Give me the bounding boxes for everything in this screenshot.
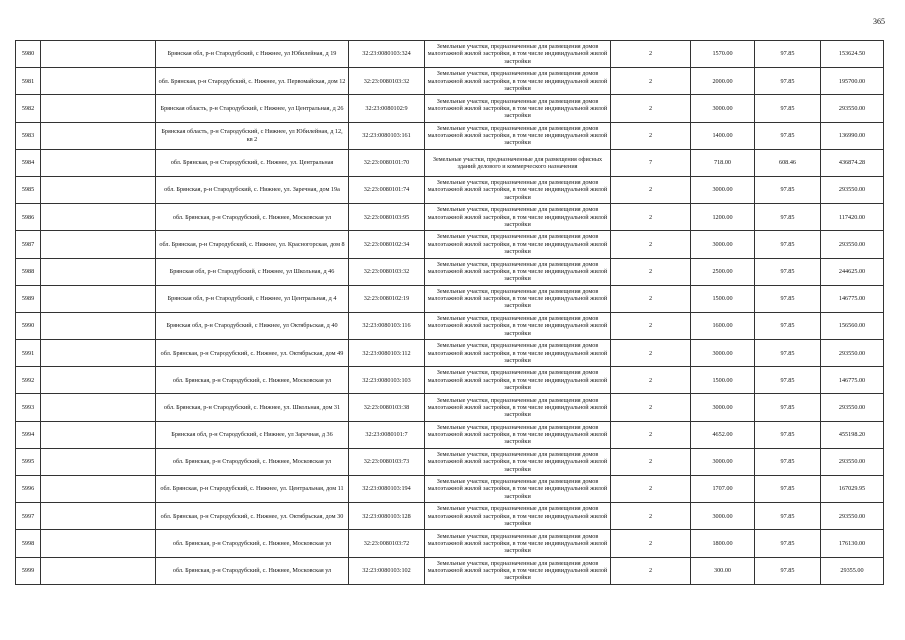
land-use-cell: Земельные участки, предназначенные для размещения домов малоэтажной жилой застройки, в том числе индивидуальной жилой застройки: [425, 258, 611, 285]
blank-cell: [41, 176, 156, 203]
table-row: [16, 448, 884, 475]
row-number: 5991: [16, 340, 41, 367]
area-cell: 1500.00: [691, 285, 755, 312]
area-cell: 1400.00: [691, 122, 755, 149]
row-number: 5992: [16, 367, 41, 394]
address-cell: Брянская обл, р-н Стародубский, с Нижнее, ул Школьная, д 46: [156, 258, 349, 285]
address-cell: обл. Брянская, р-н Стародубский, с. Нижнее, ул. Заречная, дом 19а: [156, 176, 349, 203]
blank-cell: [41, 503, 156, 530]
table-row: [16, 176, 884, 203]
cadastral-value-cell: 293550.00: [821, 176, 884, 203]
row-number: 5984: [16, 149, 41, 176]
land-use-cell: Земельные участки, предназначенные для размещения домов малоэтажной жилой застройки, в том числе индивидуальной жилой застройки: [425, 285, 611, 312]
area-cell: 1600.00: [691, 312, 755, 339]
row-number: 5999: [16, 557, 41, 584]
row-number: 5987: [16, 231, 41, 258]
cadastral-number-cell: 32:23:0080103:128: [349, 503, 425, 530]
specific-value-cell: 97.85: [755, 285, 821, 312]
group-cell: 2: [611, 68, 691, 95]
land-use-cell: Земельные участки, предназначенные для размещения домов малоэтажной жилой застройки, в том числе индивидуальной жилой застройки: [425, 176, 611, 203]
blank-cell: [41, 476, 156, 503]
cadastral-number-cell: 32:23:0080103:95: [349, 204, 425, 231]
address-cell: обл. Брянская, р-н Стародубский, с. Нижнее, ул. Центральная: [156, 149, 349, 176]
group-cell: 2: [611, 285, 691, 312]
row-number: 5989: [16, 285, 41, 312]
blank-cell: [41, 68, 156, 95]
table-row: [16, 122, 884, 149]
table-row: [16, 149, 884, 176]
address-cell: обл. Брянская, р-н Стародубский, с. Нижнее, ул. Школьная, дом 31: [156, 394, 349, 421]
cadastral-value-cell: 167029.95: [821, 476, 884, 503]
land-use-cell: Земельные участки, предназначенные для размещения домов малоэтажной жилой застройки, в том числе индивидуальной жилой застройки: [425, 557, 611, 584]
specific-value-cell: 97.85: [755, 448, 821, 475]
row-number: 5995: [16, 448, 41, 475]
land-use-cell: Земельные участки, предназначенные для размещения домов малоэтажной жилой застройки, в том числе индивидуальной жилой застройки: [425, 367, 611, 394]
group-cell: 2: [611, 557, 691, 584]
table-row: [16, 231, 884, 258]
row-number: 5993: [16, 394, 41, 421]
land-use-cell: Земельные участки, предназначенные для размещения домов малоэтажной жилой застройки, в том числе индивидуальной жилой застройки: [425, 340, 611, 367]
table-row: [16, 394, 884, 421]
cadastral-number-cell: 32:23:0080103:73: [349, 448, 425, 475]
address-cell: обл. Брянская, р-н Стародубский, с. Нижнее, ул. Октябрьская, дом 30: [156, 503, 349, 530]
cadastral-number-cell: 32:23:0080103:38: [349, 394, 425, 421]
cadastral-number-cell: 32:23:0080103:32: [349, 258, 425, 285]
area-cell: 300.00: [691, 557, 755, 584]
group-cell: 2: [611, 421, 691, 448]
address-cell: Брянская обл, р-н Стародубский, с Нижнее, ул Заречная, д 36: [156, 421, 349, 448]
specific-value-cell: 97.85: [755, 176, 821, 203]
cadastral-value-cell: 176130.00: [821, 530, 884, 557]
table-row: [16, 530, 884, 557]
specific-value-cell: 97.85: [755, 421, 821, 448]
table-row: [16, 95, 884, 122]
cadastral-number-cell: 32:23:0080103:161: [349, 122, 425, 149]
area-cell: 3000.00: [691, 95, 755, 122]
cadastral-value-cell: 293550.00: [821, 503, 884, 530]
table-row: [16, 285, 884, 312]
cadastral-number-cell: 32:23:0080103:102: [349, 557, 425, 584]
row-number: 5983: [16, 122, 41, 149]
specific-value-cell: 97.85: [755, 258, 821, 285]
table-row: [16, 421, 884, 448]
specific-value-cell: 97.85: [755, 122, 821, 149]
land-use-cell: Земельные участки, предназначенные для размещения домов малоэтажной жилой застройки, в том числе индивидуальной жилой застройки: [425, 448, 611, 475]
area-cell: 4652.00: [691, 421, 755, 448]
address-cell: обл. Брянская, р-н Стародубский, с. Нижнее, Московская ул: [156, 367, 349, 394]
blank-cell: [41, 285, 156, 312]
blank-cell: [41, 312, 156, 339]
cadastral-number-cell: 32:23:0080102:34: [349, 231, 425, 258]
cadastral-number-cell: 32:23:0080101:70: [349, 149, 425, 176]
cadastral-value-cell: 436874.28: [821, 149, 884, 176]
address-cell: обл. Брянская, р-н Стародубский, с. Нижнее, ул. Красногорская, дом 8: [156, 231, 349, 258]
address-cell: обл. Брянская, р-н Стародубский, с. Нижнее, ул. Центральная, дом 11: [156, 476, 349, 503]
group-cell: 2: [611, 340, 691, 367]
table-row: [16, 476, 884, 503]
land-use-cell: Земельные участки, предназначенные для размещения домов малоэтажной жилой застройки, в том числе индивидуальной жилой застройки: [425, 530, 611, 557]
blank-cell: [41, 122, 156, 149]
group-cell: 2: [611, 367, 691, 394]
blank-cell: [41, 41, 156, 68]
land-use-cell: Земельные участки, предназначенные для размещения домов малоэтажной жилой застройки, в том числе индивидуальной жилой застройки: [425, 95, 611, 122]
blank-cell: [41, 258, 156, 285]
specific-value-cell: 97.85: [755, 340, 821, 367]
cadastral-number-cell: 32:23:0080102:19: [349, 285, 425, 312]
group-cell: 2: [611, 231, 691, 258]
specific-value-cell: 97.85: [755, 312, 821, 339]
cadastral-value-cell: 244625.00: [821, 258, 884, 285]
address-cell: Брянская обл, р-н Стародубский, с Нижнее, ул Октябрьская, д 40: [156, 312, 349, 339]
blank-cell: [41, 557, 156, 584]
cadastral-number-cell: 32:23:0080101:7: [349, 421, 425, 448]
group-cell: 7: [611, 149, 691, 176]
row-number: 5996: [16, 476, 41, 503]
group-cell: 2: [611, 448, 691, 475]
cadastral-number-cell: 32:23:0080103:72: [349, 530, 425, 557]
land-registry-table: [15, 40, 884, 585]
area-cell: 1570.00: [691, 41, 755, 68]
table-row: [16, 258, 884, 285]
area-cell: 1707.00: [691, 476, 755, 503]
area-cell: 718.00: [691, 149, 755, 176]
table-row: [16, 204, 884, 231]
row-number: 5986: [16, 204, 41, 231]
address-cell: обл. Брянская, р-н Стародубский, с. Нижнее, ул. Октябрьская, дом 49: [156, 340, 349, 367]
table-row: [16, 367, 884, 394]
cadastral-number-cell: 32:23:0080101:74: [349, 176, 425, 203]
row-number: 5990: [16, 312, 41, 339]
address-cell: Брянская обл, р-н Стародубский, с Нижнее, ул Юбилейная, д 19: [156, 41, 349, 68]
land-use-cell: Земельные участки, предназначенные для размещения домов малоэтажной жилой застройки, в том числе индивидуальной жилой застройки: [425, 204, 611, 231]
cadastral-number-cell: 32:23:0080103:194: [349, 476, 425, 503]
blank-cell: [41, 340, 156, 367]
cadastral-value-cell: 117420.00: [821, 204, 884, 231]
group-cell: 2: [611, 530, 691, 557]
area-cell: 3000.00: [691, 503, 755, 530]
area-cell: 3000.00: [691, 231, 755, 258]
area-cell: 3000.00: [691, 176, 755, 203]
specific-value-cell: 97.85: [755, 557, 821, 584]
land-use-cell: Земельные участки, предназначенные для размещения домов малоэтажной жилой застройки, в том числе индивидуальной жилой застройки: [425, 421, 611, 448]
specific-value-cell: 97.85: [755, 367, 821, 394]
cadastral-number-cell: 32:23:0080103:116: [349, 312, 425, 339]
specific-value-cell: 97.85: [755, 95, 821, 122]
blank-cell: [41, 367, 156, 394]
area-cell: 1800.00: [691, 530, 755, 557]
blank-cell: [41, 394, 156, 421]
specific-value-cell: 97.85: [755, 68, 821, 95]
blank-cell: [41, 421, 156, 448]
group-cell: 2: [611, 122, 691, 149]
cadastral-value-cell: 156560.00: [821, 312, 884, 339]
land-use-cell: Земельные участки, предназначенные для размещения домов малоэтажной жилой застройки, в том числе индивидуальной жилой застройки: [425, 503, 611, 530]
address-cell: обл. Брянская, р-н Стародубский, с. Нижнее, ул. Первомайская, дом 12: [156, 68, 349, 95]
cadastral-number-cell: 32:23:0080103:324: [349, 41, 425, 68]
specific-value-cell: 97.85: [755, 503, 821, 530]
table-row: [16, 557, 884, 584]
table-row: [16, 312, 884, 339]
specific-value-cell: 97.85: [755, 476, 821, 503]
group-cell: 2: [611, 312, 691, 339]
cadastral-value-cell: 153624.50: [821, 41, 884, 68]
land-use-cell: Земельные участки, предназначенные для размещения офисных зданий делового и коммерческого назначения: [425, 149, 611, 176]
address-cell: Брянская обл, р-н Стародубский, с Нижнее, ул Центральная, д 4: [156, 285, 349, 312]
group-cell: 2: [611, 476, 691, 503]
blank-cell: [41, 231, 156, 258]
specific-value-cell: 97.85: [755, 231, 821, 258]
land-use-cell: Земельные участки, предназначенные для размещения домов малоэтажной жилой застройки, в том числе индивидуальной жилой застройки: [425, 68, 611, 95]
blank-cell: [41, 149, 156, 176]
specific-value-cell: 97.85: [755, 394, 821, 421]
row-number: 5988: [16, 258, 41, 285]
cadastral-number-cell: 32:23:0080103:32: [349, 68, 425, 95]
address-cell: обл. Брянская, р-н Стародубский, с. Нижнее, Московская ул: [156, 530, 349, 557]
cadastral-value-cell: 146775.00: [821, 285, 884, 312]
group-cell: 2: [611, 503, 691, 530]
address-cell: Брянская область, р-н Стародубский, с Нижнее, ул Юбилейная, д 12, кв 2: [156, 122, 349, 149]
cadastral-number-cell: 32:23:0080102:9: [349, 95, 425, 122]
land-use-cell: Земельные участки, предназначенные для размещения домов малоэтажной жилой застройки, в том числе индивидуальной жилой застройки: [425, 476, 611, 503]
row-number: 5994: [16, 421, 41, 448]
address-cell: обл. Брянская, р-н Стародубский, с. Нижнее, Московская ул: [156, 557, 349, 584]
blank-cell: [41, 448, 156, 475]
cadastral-number-cell: 32:23:0080103:103: [349, 367, 425, 394]
group-cell: 2: [611, 176, 691, 203]
row-number: 5981: [16, 68, 41, 95]
area-cell: 2500.00: [691, 258, 755, 285]
cadastral-value-cell: 293550.00: [821, 340, 884, 367]
row-number: 5985: [16, 176, 41, 203]
cadastral-value-cell: 293550.00: [821, 231, 884, 258]
table-row: [16, 340, 884, 367]
specific-value-cell: 97.85: [755, 530, 821, 557]
area-cell: 1200.00: [691, 204, 755, 231]
land-use-cell: Земельные участки, предназначенные для размещения домов малоэтажной жилой застройки, в том числе индивидуальной жилой застройки: [425, 122, 611, 149]
cadastral-value-cell: 136990.00: [821, 122, 884, 149]
table-row: [16, 503, 884, 530]
specific-value-cell: 97.85: [755, 41, 821, 68]
area-cell: 2000.00: [691, 68, 755, 95]
table-body: [16, 41, 884, 585]
area-cell: 3000.00: [691, 448, 755, 475]
group-cell: 2: [611, 95, 691, 122]
row-number: 5980: [16, 41, 41, 68]
area-cell: 1500.00: [691, 367, 755, 394]
area-cell: 3000.00: [691, 340, 755, 367]
group-cell: 2: [611, 258, 691, 285]
cadastral-value-cell: 195700.00: [821, 68, 884, 95]
blank-cell: [41, 530, 156, 557]
row-number: 5982: [16, 95, 41, 122]
address-cell: обл. Брянская, р-н Стародубский, с. Нижнее, Московская ул: [156, 448, 349, 475]
row-number: 5998: [16, 530, 41, 557]
group-cell: 2: [611, 394, 691, 421]
cadastral-value-cell: 293550.00: [821, 95, 884, 122]
land-use-cell: Земельные участки, предназначенные для размещения домов малоэтажной жилой застройки, в том числе индивидуальной жилой застройки: [425, 394, 611, 421]
table-row: [16, 68, 884, 95]
address-cell: Брянская область, р-н Стародубский, с Нижнее, ул Центральная, д 26: [156, 95, 349, 122]
blank-cell: [41, 95, 156, 122]
cadastral-value-cell: 146775.00: [821, 367, 884, 394]
cadastral-value-cell: 29355.00: [821, 557, 884, 584]
address-cell: обл. Брянская, р-н Стародубский, с. Нижнее, Московская ул: [156, 204, 349, 231]
land-use-cell: Земельные участки, предназначенные для размещения домов малоэтажной жилой застройки, в том числе индивидуальной жилой застройки: [425, 312, 611, 339]
table-row: [16, 41, 884, 68]
cadastral-value-cell: 293550.00: [821, 394, 884, 421]
specific-value-cell: 97.85: [755, 204, 821, 231]
cadastral-number-cell: 32:23:0080103:112: [349, 340, 425, 367]
cadastral-value-cell: 455198.20: [821, 421, 884, 448]
specific-value-cell: 608.46: [755, 149, 821, 176]
area-cell: 3000.00: [691, 394, 755, 421]
blank-cell: [41, 204, 156, 231]
land-use-cell: Земельные участки, предназначенные для размещения домов малоэтажной жилой застройки, в том числе индивидуальной жилой застройки: [425, 41, 611, 68]
land-use-cell: Земельные участки, предназначенные для размещения домов малоэтажной жилой застройки, в том числе индивидуальной жилой застройки: [425, 231, 611, 258]
row-number: 5997: [16, 503, 41, 530]
group-cell: 2: [611, 204, 691, 231]
page-number: 365: [873, 17, 885, 26]
cadastral-value-cell: 293550.00: [821, 448, 884, 475]
group-cell: 2: [611, 41, 691, 68]
